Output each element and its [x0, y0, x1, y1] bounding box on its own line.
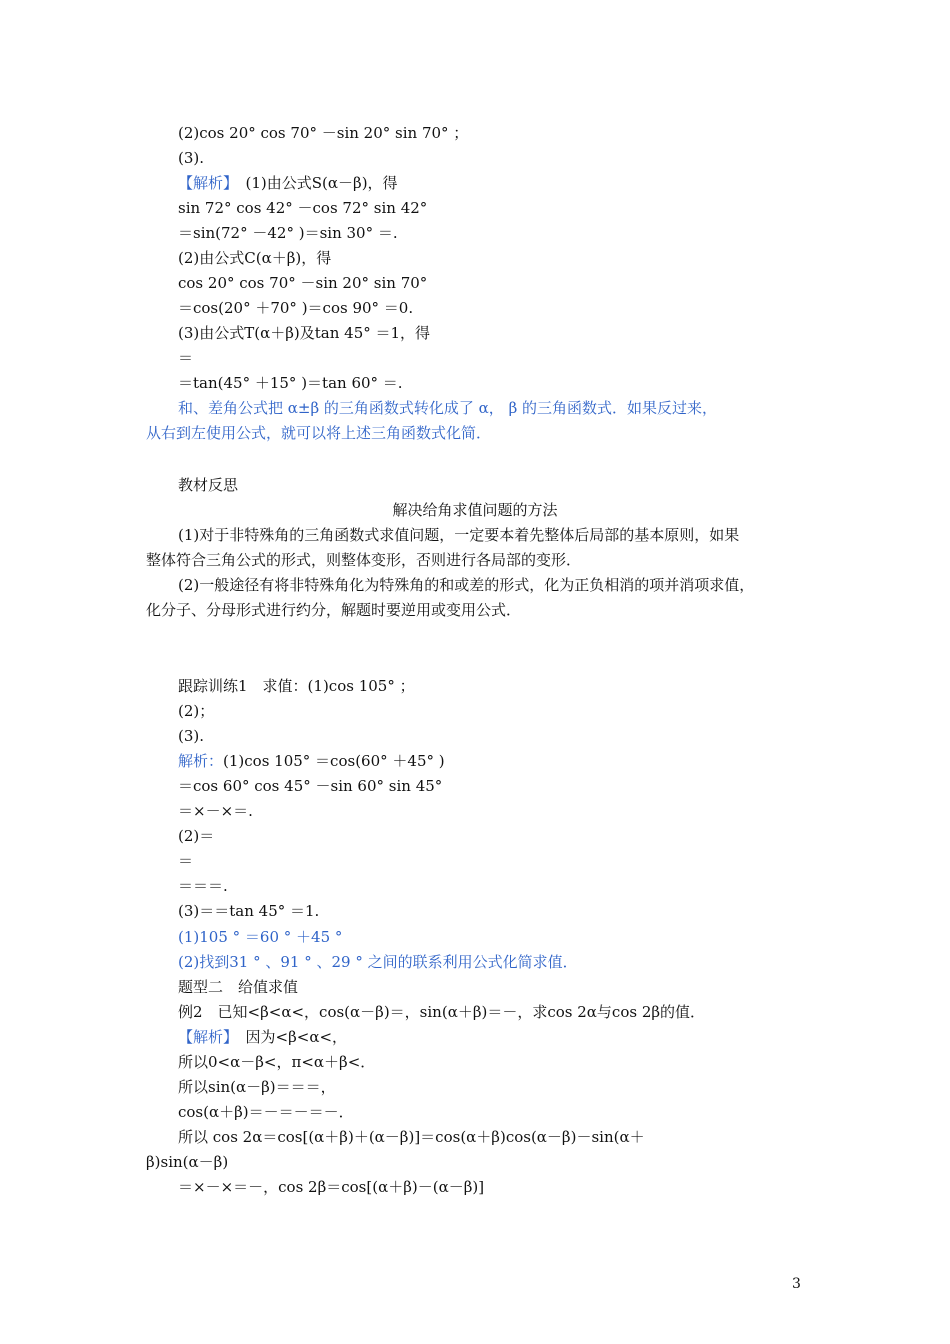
note-line: 从右到左使用公式，就可以将上述三角函数式化简． [146, 424, 492, 442]
section-heading: 题型二 给值求值 [178, 978, 299, 996]
text-line: ＝×－×＝－，cos 2β＝cos[(α＋β)－(α－β)] [178, 1178, 485, 1196]
exercise-heading: 跟踪训练1 求值：(1)cos 105° ； [178, 677, 415, 695]
note-line: 和、差角公式把 α±β 的三角函数式转化成了 α， β 的三角函数式．如果反过来， [178, 399, 718, 417]
text-line: ＝cos 60° cos 45° －sin 60° sin 45° [178, 777, 443, 795]
text-line: ＝sin(72° －42° )＝sin 30° ＝. [178, 224, 398, 242]
text-line: cos(α＋β)＝－＝－＝－． [178, 1103, 354, 1121]
text-line: 所以 cos 2α＝cos[(α＋β)＋(α－β)]＝cos(α＋β)cos(α－β)－sin(α＋ [178, 1128, 645, 1146]
section-title: 解决给角求值问题的方法 [392, 501, 558, 519]
text-line: cos 20° cos 70° －sin 20° sin 70° [178, 274, 428, 292]
text-line: (1)对于非特殊角的三角函数式求值问题，一定要本着先整体后局部的基本原则，如果 [178, 526, 740, 544]
solution-line [178, 751, 445, 771]
page-number: 3 [792, 1276, 801, 1292]
solution-tag: 【解析】 [178, 1028, 231, 1046]
text-line: sin 72° cos 42° －cos 72° sin 42° [178, 199, 428, 217]
text-line: (1)由公式S(α－β)，得 [230, 174, 398, 192]
text-line: (2)由公式C(α＋β)，得 [178, 249, 332, 267]
text-line: ＝＝＝. [178, 877, 228, 895]
note-line: (2)找到31 ° 、91 ° 、29 ° 之间的联系利用公式化简求值． [178, 953, 578, 971]
text-line: ＝ [178, 349, 194, 367]
section-heading: 教材反思 [178, 476, 239, 494]
text-line: 化分子、分母形式进行约分，解题时要逆用或变用公式． [146, 601, 522, 619]
text-line: ＝×－×＝. [178, 802, 253, 820]
text-line: (2)＝ [178, 827, 215, 845]
example-line: 例2 已知<β<α<，cos(α－β)＝，sin(α＋β)＝－，求cos 2α与cos 2β的值． [178, 1003, 706, 1021]
solution-tag: 解析： [178, 752, 224, 770]
solution-line [178, 173, 398, 193]
text-line: ＝cos(20° ＋70° )＝cos 90° ＝0. [178, 299, 414, 317]
text-line: 所以0<α－β<，π<α＋β<． [178, 1053, 376, 1071]
text-line: (3). [178, 727, 205, 745]
text-line: (2)； [178, 702, 215, 720]
text-line: (3)＝＝tan 45° ＝1. [178, 902, 320, 920]
text-line: (2)一般途径有将非特殊角化为特殊角的和或差的形式，化为正负相消的项并消项求值， [178, 576, 755, 594]
solution-line [178, 1027, 347, 1047]
text-line: 因为<β<α<， [230, 1028, 348, 1046]
text-line: (2)cos 20° cos 70° －sin 20° sin 70° ； [178, 124, 469, 142]
text-line: 整体符合三角公式的形式，则整体变形，否则进行各局部的变形． [146, 551, 582, 569]
text-line: 所以sin(α－β)＝＝＝， [178, 1078, 336, 1096]
text-line: ＝tan(45° ＋15° )＝tan 60° ＝. [178, 374, 403, 392]
text-line: β)sin(α－β) [146, 1153, 229, 1171]
text-line: (3)由公式T(α＋β)及tan 45° ＝1，得 [178, 324, 431, 342]
text-line: (1)cos 105° ＝cos(60° ＋45° ) [223, 752, 445, 770]
note-line: (1)105 ° ＝60 ° ＋45 ° [178, 928, 343, 946]
text-line: ＝ [178, 852, 194, 870]
solution-tag: 【解析】 [178, 174, 231, 192]
text-line: (3). [178, 149, 205, 167]
